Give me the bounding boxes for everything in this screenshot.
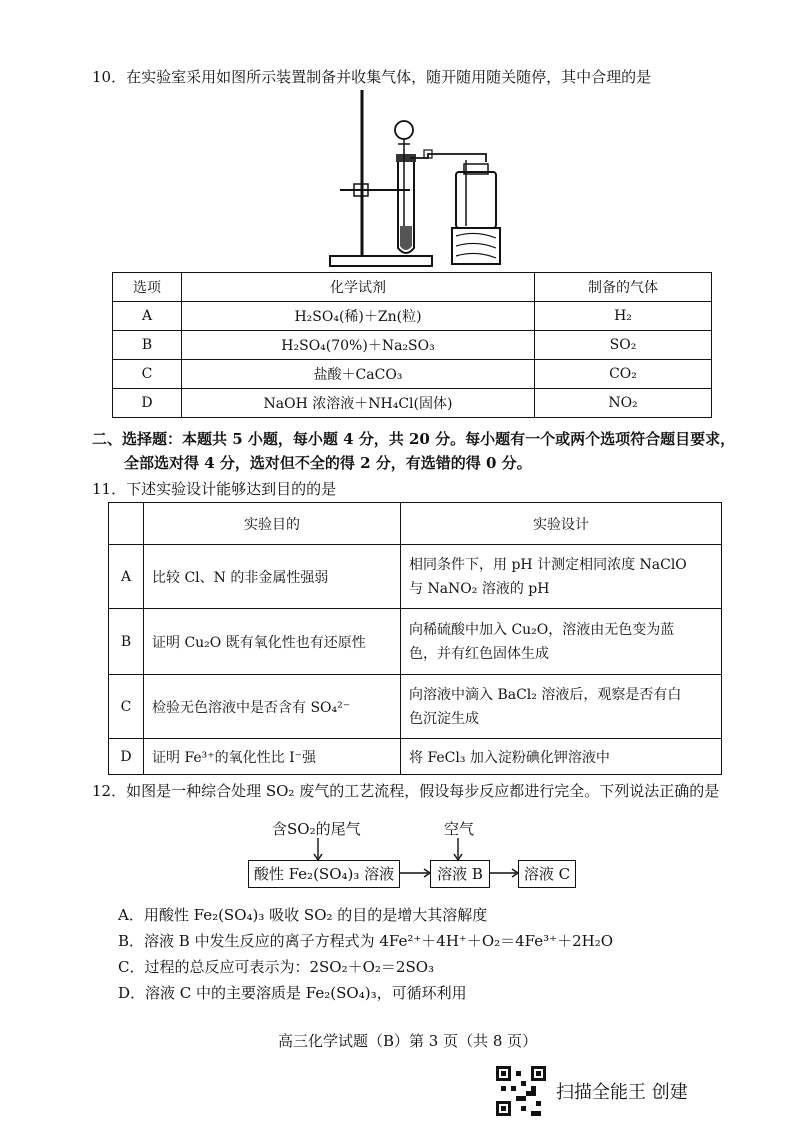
q11-purpose: 检验无色溶液中是否含有 SO₄²⁻: [144, 675, 401, 739]
section2-line2: 全部选对得 4 分，选对但不全的得 2 分，有选错的得 0 分。: [124, 454, 532, 472]
q11-purpose: 证明 Fe³⁺的氧化性比 I⁻强: [144, 739, 401, 775]
qr-code-icon: [496, 1066, 546, 1116]
flow-box-solution-c: 溶液 C: [518, 860, 576, 888]
q11-option: D: [109, 739, 144, 775]
q11-header-design: 实验设计: [401, 503, 722, 545]
q10-reagent: H₂SO₄(稀)＋Zn(粒): [182, 302, 535, 331]
section2-line1: 二、选择题：本题共 5 小题，每小题 4 分，共 20 分。每小题有一个或两个选项符合题目要求，: [92, 430, 736, 448]
q11-option: A: [109, 545, 144, 609]
q10-header-option: 选项: [113, 273, 182, 302]
table-row: [109, 609, 722, 675]
q11-stem: 11．下述实验设计能够达到目的的是: [92, 480, 337, 498]
q11-design: [401, 609, 722, 675]
table-row: [109, 545, 722, 609]
table-row: [113, 302, 712, 331]
q11-design-line2: 色沉淀生成: [409, 710, 479, 727]
flow-box-solution-b: 溶液 B: [430, 860, 490, 888]
q11-design: [401, 675, 722, 739]
q10-header-reagent: 化学试剂: [182, 273, 535, 302]
q12-option-b: B．溶液 B 中发生反应的离子方程式为 4Fe²⁺＋4H⁺＋O₂＝4Fe³⁺＋2H₂O: [118, 932, 614, 950]
q10-gas: H₂: [535, 302, 712, 331]
q11-purpose: 比较 Cl、N 的非金属性强弱: [144, 545, 401, 609]
q11-table: [108, 502, 722, 775]
page-footer: 高三化学试题（B）第 3 页（共 8 页）: [278, 1032, 538, 1050]
q11-design-line1: 将 FeCl₃ 加入淀粉碘化钾溶液中: [409, 749, 610, 766]
q11-design-line1: 相同条件下，用 pH 计测定相同浓度 NaClO: [409, 556, 687, 573]
scanner-watermark: 扫描全能王 创建: [556, 1082, 688, 1103]
q10-reagent: 盐酸＋CaCO₃: [182, 360, 535, 389]
q12-option-d: D．溶液 C 中的主要溶质是 Fe₂(SO₄)₃，可循环利用: [118, 984, 467, 1002]
q11-design-line1: 向稀硫酸中加入 Cu₂O，溶液由无色变为蓝: [409, 621, 675, 638]
q11-option: B: [109, 609, 144, 675]
q12-stem: 12．如图是一种综合处理 SO₂ 废气的工艺流程，假设每步反应都进行完全。下列说法正确的是: [92, 782, 720, 800]
apparatus-diagram: [318, 86, 518, 272]
q11-header-purpose: 实验目的: [144, 503, 401, 545]
q11-purpose: 证明 Cu₂O 既有氧化性也有还原性: [144, 609, 401, 675]
table-row: [109, 675, 722, 739]
q11-design: [401, 739, 722, 775]
q10-header-gas: 制备的气体: [535, 273, 712, 302]
q10-reagent: H₂SO₄(70%)＋Na₂SO₃: [182, 331, 535, 360]
q11-design-line1: 向溶液中滴入 BaCl₂ 溶液后，观察是否有白: [409, 686, 682, 703]
flow-input-air: 空气: [444, 820, 475, 838]
flow-input-exhaust: 含SO₂的尾气: [272, 820, 361, 838]
q10-option: C: [113, 360, 182, 389]
flow-box-fe2so43: 酸性 Fe₂(SO₄)₃ 溶液: [248, 860, 400, 888]
q11-header-option: [109, 503, 144, 545]
q10-option: D: [113, 389, 182, 418]
q10-stem: 10．在实验室采用如图所示装置制备并收集气体，随开随用随关随停，其中合理的是: [92, 68, 652, 86]
q10-reagent: NaOH 浓溶液＋NH₄Cl(固体): [182, 389, 535, 418]
q12-option-a: A．用酸性 Fe₂(SO₄)₃ 吸收 SO₂ 的目的是增大其溶解度: [118, 906, 488, 924]
q10-gas: NO₂: [535, 389, 712, 418]
q10-gas: CO₂: [535, 360, 712, 389]
q11-design-line2: 与 NaNO₂ 溶液的 pH: [409, 580, 550, 597]
q11-design-line2: 色，并有红色固体生成: [409, 645, 549, 662]
q12-option-c: C．过程的总反应可表示为：2SO₂＋O₂＝2SO₃: [118, 958, 435, 976]
q10-gas: SO₂: [535, 331, 712, 360]
q10-option: A: [113, 302, 182, 331]
table-row: [113, 331, 712, 360]
table-row: [109, 739, 722, 775]
q10-option: B: [113, 331, 182, 360]
q11-option: C: [109, 675, 144, 739]
table-row: [113, 360, 712, 389]
q11-design: [401, 545, 722, 609]
q10-table: [112, 272, 712, 418]
table-row: [113, 389, 712, 418]
